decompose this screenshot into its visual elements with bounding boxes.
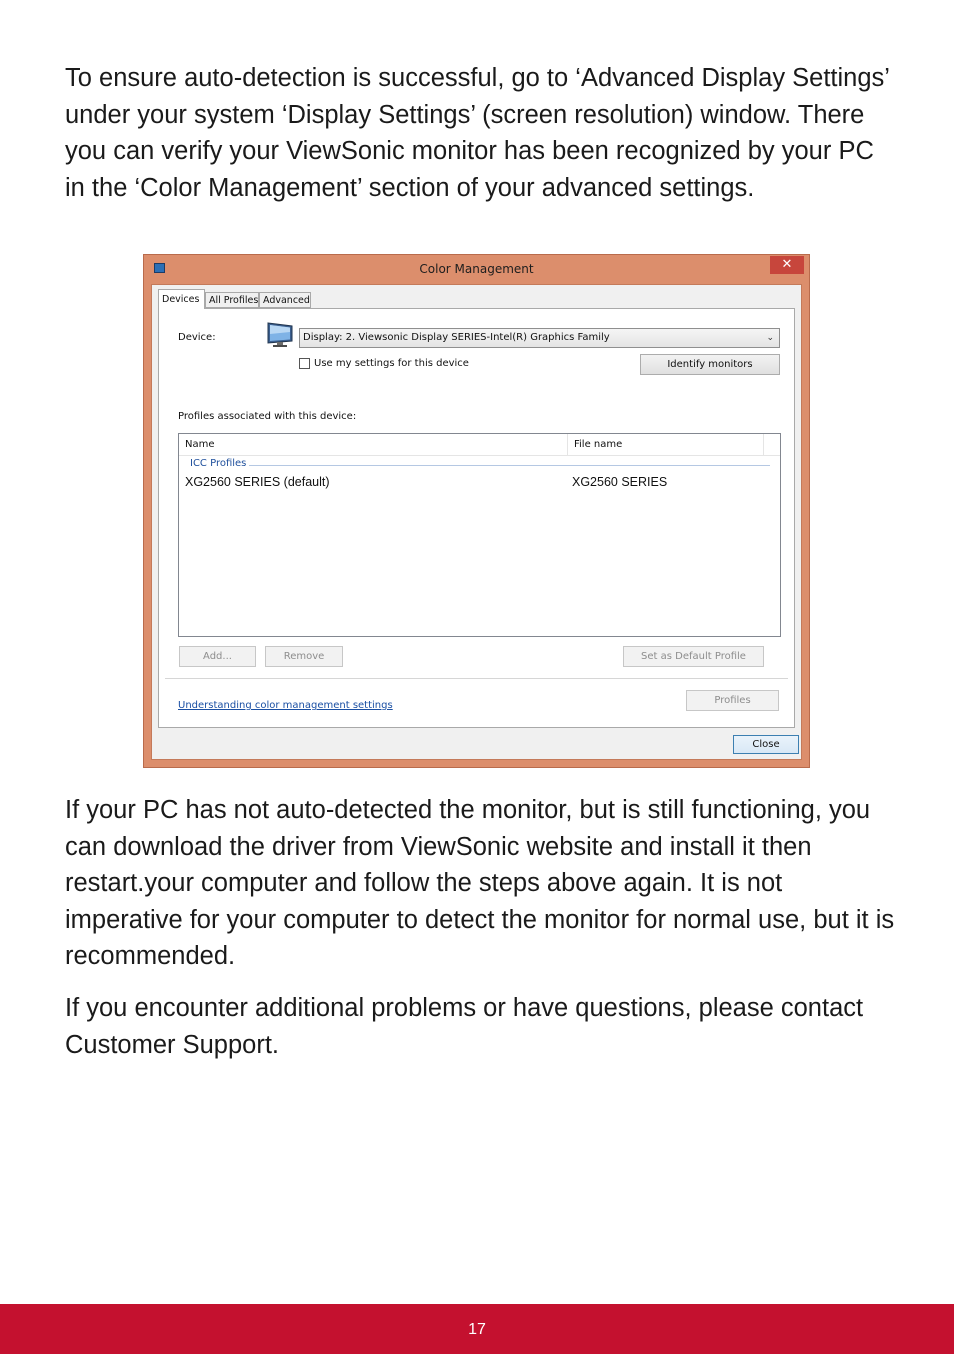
profile-row[interactable] bbox=[179, 474, 780, 491]
close-window-button[interactable]: ✕ bbox=[770, 256, 804, 274]
set-default-profile-button[interactable]: Set as Default Profile bbox=[623, 646, 764, 667]
column-header-file-name[interactable]: File name bbox=[568, 434, 764, 455]
device-dropdown[interactable] bbox=[299, 328, 780, 348]
profiles-button[interactable]: Profiles bbox=[686, 690, 779, 711]
divider bbox=[165, 678, 788, 679]
profile-name: XG2560 SERIES (default) bbox=[185, 475, 330, 489]
intro-paragraph: To ensure auto-detection is successful, go to ‘Advanced Display Settings’ under your system ‘Display Settings’ (screen resolution) window. There you can verify your ViewSonic monitor has been recognized by your PC in the ‘Color Management’ section of your advanced settings. bbox=[65, 64, 890, 202]
group-header-icc-profiles: ICC Profiles bbox=[190, 458, 247, 469]
tab-advanced[interactable]: Advanced bbox=[259, 292, 311, 308]
list-header bbox=[179, 434, 780, 456]
group-divider bbox=[249, 465, 770, 466]
remove-button[interactable]: Remove bbox=[265, 646, 343, 667]
support-paragraph: If you encounter additional problems or have questions, please contact Customer Support. bbox=[65, 994, 864, 1059]
profile-file-name: XG2560 SERIES bbox=[572, 475, 668, 489]
page-number: 17 bbox=[468, 1321, 486, 1338]
devices-panel bbox=[158, 308, 795, 728]
color-management-window bbox=[143, 254, 810, 768]
column-header-name[interactable]: Name bbox=[179, 434, 568, 455]
monitor-icon bbox=[265, 321, 295, 349]
use-my-settings-checkbox[interactable] bbox=[299, 358, 310, 369]
device-label: Device: bbox=[178, 332, 216, 343]
use-my-settings-label[interactable]: Use my settings for this device bbox=[314, 358, 469, 369]
profiles-associated-label: Profiles associated with this device: bbox=[178, 411, 357, 422]
tab-all-profiles[interactable]: All Profiles bbox=[205, 292, 259, 308]
driver-paragraph: If your PC has not auto-detected the monitor, but is still functioning, you can download the driver from ViewSonic website and install it then restart.your computer and follow the steps above again. It is not imperative for your computer to detect the monitor for normal use, but it is recommended. bbox=[65, 796, 895, 971]
window-title: Color Management bbox=[419, 262, 534, 276]
dialog-client-area bbox=[151, 284, 802, 760]
close-button[interactable]: Close bbox=[733, 735, 799, 754]
identify-monitors-button[interactable]: Identify monitors bbox=[640, 354, 780, 375]
chevron-down-icon: ⌄ bbox=[766, 333, 774, 343]
device-dropdown-value: Display: 2. Viewsonic Display SERIES-Intel(R) Graphics Family bbox=[303, 332, 610, 343]
add-button[interactable]: Add... bbox=[179, 646, 256, 667]
page-footer bbox=[0, 1304, 954, 1354]
help-link[interactable]: Understanding color management settings bbox=[178, 700, 393, 711]
profiles-list[interactable] bbox=[178, 433, 781, 637]
tab-devices[interactable]: Devices bbox=[158, 289, 205, 309]
